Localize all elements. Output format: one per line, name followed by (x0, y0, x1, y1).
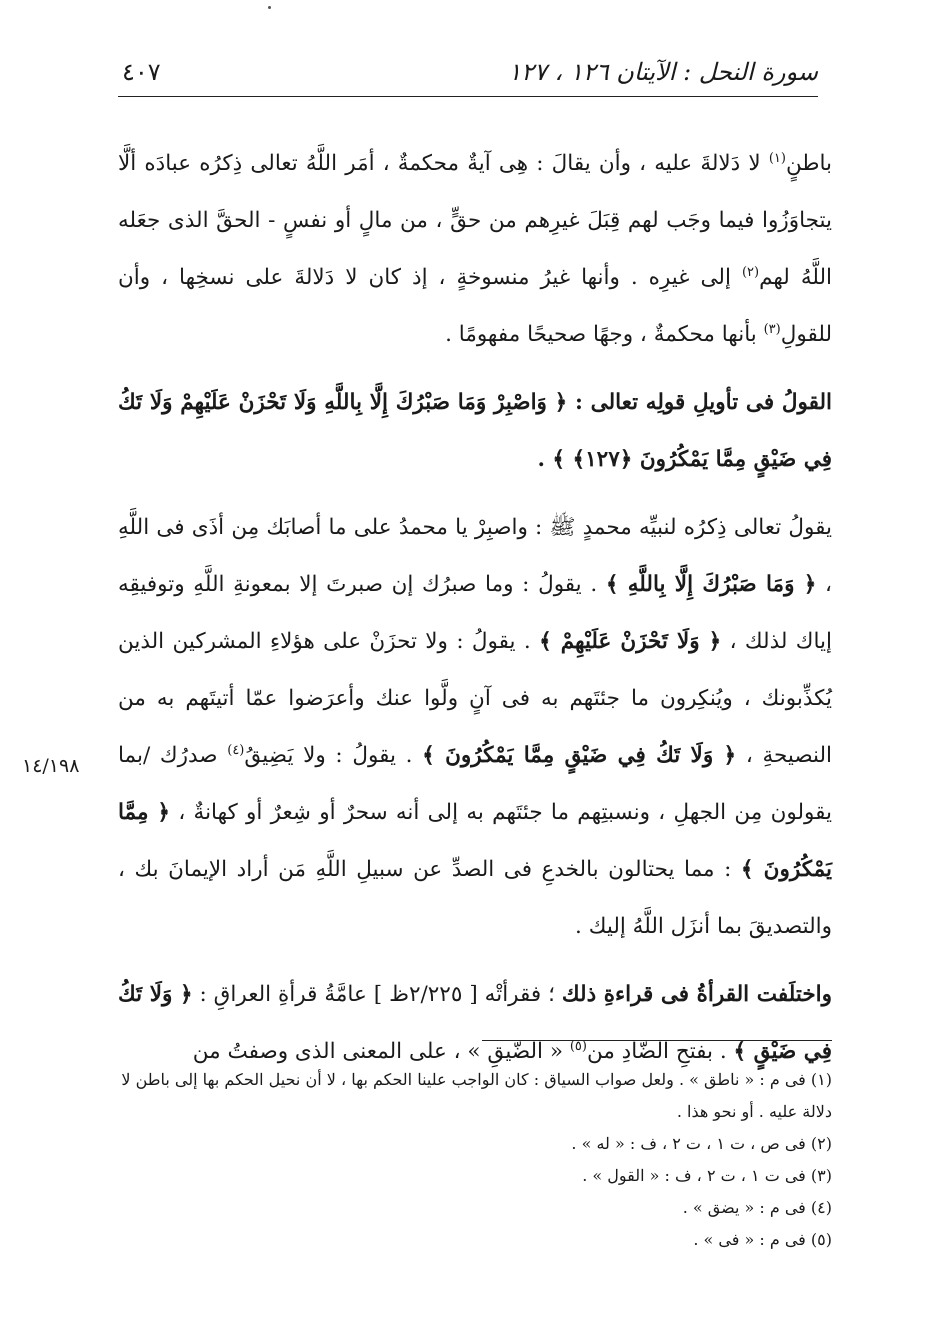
text-run: إلى غيرِه . وأنها غيرُ منسوخةٍ ، إذ كان لا دَلالةَ على نسخِها ، وأن للقولِ (118, 265, 832, 347)
quran-quote: ﴿ مِمَّا يَمْكُرُونَ ﴾ (118, 800, 833, 882)
footnote-ref-5: (٥) (569, 1038, 587, 1054)
text-run: . يقولُ : ولا يَضِيقُ (244, 743, 423, 768)
paragraph-2 (118, 374, 832, 488)
footnote-divider (482, 1040, 832, 1041)
footnote-4: (٤) فى م : « يضق » . (682, 1198, 832, 1217)
text-run: « الضّيقِ » ، على المعنى الذى وصفتُ من (192, 1039, 570, 1064)
section-heading: واختلَفت القرأةُ فى قراءةِ ذلك (561, 982, 832, 1007)
running-header (118, 52, 818, 97)
section-heading: القولُ فى تأويلِ قولِه تعالى : (567, 390, 832, 415)
margin-volume-page-note: ١٤/١٩٨ (22, 755, 80, 777)
footnote-5: (٥) فى م : « فى » . (693, 1230, 832, 1249)
quran-quote: ﴿ وَمَا صَبْرُكَ إِلَّا بِاللَّهِ ﴾ (605, 572, 817, 597)
text-run: لا دَلالةَ عليه ، وأن يقالَ : هِى آيةٌ محكمةٌ ، أمَر اللَّهُ تعالى ذِكرُه عبادَه ألَّا يتجاوَزُوا فيما وجَب لهم قِبَلَ غيرِهم من حقٍّ ، من مالٍ أو نفسٍ - الحقَّ الذى جعَله اللَّهُ لهم (118, 151, 832, 290)
footnote-1: (١) فى م : « ناطق » . ولعل صواب السياق : كان الواجب علينا الحكم بها ، لا أن نحيل الحكم بها إلى باطن لا دلالة عليه . أو نحو هذا . (121, 1070, 832, 1121)
footnote-ref-1: (١) (768, 150, 786, 166)
scan-speck (268, 6, 271, 9)
footnote-ref-2: (٢) (741, 264, 760, 280)
paragraph-3 (118, 499, 832, 955)
text-run: باطنٍ (785, 151, 832, 176)
text-run: . يقولُ : ولا تحزَنْ على هؤلاءِ المشركين الذين يُكذِّبونك ، ويُنكِرون ما جئتَهم به فى آنٍ ولَّوا عنك وأعرَضوا عمّا أتيتَهم به من النصيحةِ ، (118, 629, 832, 768)
text-run: يقولُ تعالى ذِكرُه لنبيِّه محمدٍ ﷺ : واصبِرْ يا محمدُ على ما أصابَك مِن أذَى فى اللَّهِ ، (118, 515, 832, 597)
footnote-3: (٣) فى ت ١ ، ت ٢ ، ف : « القول » . (582, 1166, 832, 1185)
page-number: ٤٠٧ (122, 58, 161, 86)
quran-quote: ﴿ وَلَا تَكُ فِي ضَيْقٍ ﴾ (118, 982, 832, 1064)
paragraph-1 (118, 135, 832, 363)
footnote-ref-3: (٣) (763, 321, 781, 337)
quran-quote: ﴿ وَلَا تَحْزَنْ عَلَيْهِمْ ﴾ (539, 629, 722, 654)
footnotes (118, 1064, 832, 1256)
text-run: : مما يحتالون بالخدعِ فى الصدِّ عن سبيلِ اللَّهِ مَن أراد الإيمانَ بك ، والتصديقَ بما أنزَل اللَّهُ إليك . (118, 857, 832, 939)
main-text (118, 135, 832, 1091)
text-run: . يقولُ : وما صبرُك إن صبرتَ إلا بمعونةِ اللَّهِ وتوفيقِه إياك لذلك ، (118, 572, 833, 654)
text-run: صدرُك /بما يقولون مِن الجهلِ ، ونسبتِهم ما جئتَهم به إلى أنه سحرٌ أو شِعرٌ أو كهانةٌ ، (118, 743, 832, 825)
quran-quote: ﴿ وَلَا تَكُ فِي ضَيْقٍ مِمَّا يَمْكُرُونَ ﴾ (422, 743, 737, 768)
paragraph-4 (118, 966, 832, 1080)
text-run: . بفتحِ الضّادِ من (586, 1039, 734, 1064)
manuscript-ref: [ ٢/٢٢٥ظ ] (373, 982, 478, 1007)
text-run: ؛ فقرأتْه (477, 982, 562, 1007)
text-run: بأنها محكمةٌ ، وجهًا صحيحًا مفهومًا . (445, 322, 764, 347)
footnote-ref-4: (٤) (227, 742, 245, 758)
footnote-2: (٢) فى ص ، ت ١ ، ت ٢ ، ف : « له » . (571, 1134, 832, 1153)
running-header-title: سورة النحل : الآيتان ١٢٦ ، ١٢٧ (508, 58, 818, 86)
quran-verse: ﴿ وَاصْبِرْ وَمَا صَبْرُكَ إِلَّا بِاللَّهِ وَلَا تَحْزَنْ عَلَيْهِمْ وَلَا تَكُ فِي ضَيْقٍ مِمَّا يَمْكُرُونَ ﴿١٢٧﴾ ﴾ . (118, 390, 832, 472)
text-run: عامَّةُ قرأةِ العراقِ : (192, 982, 374, 1007)
